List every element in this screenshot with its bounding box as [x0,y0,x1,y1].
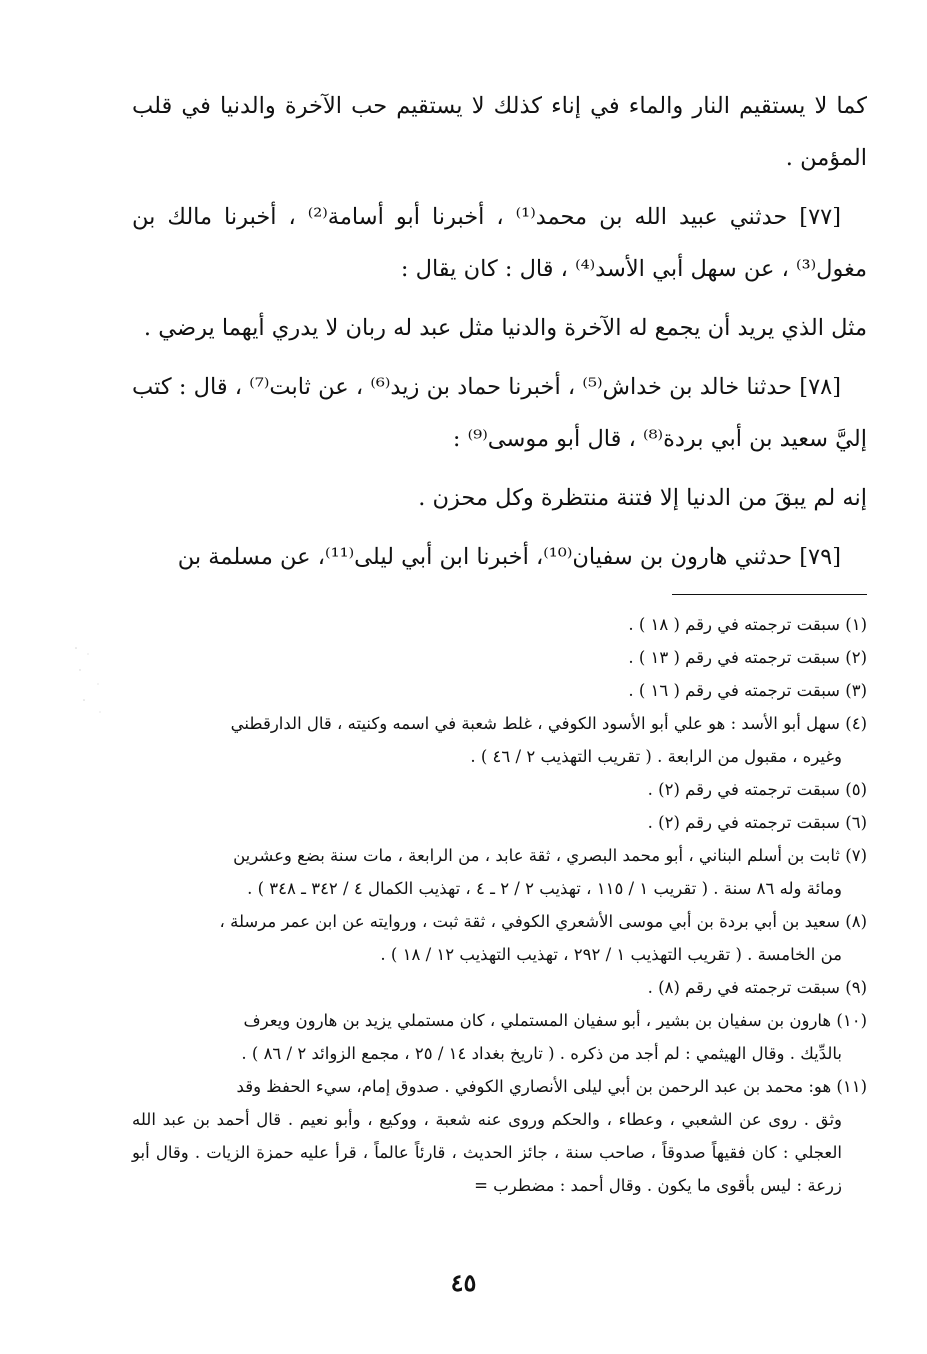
footnote-8: (٨) سعيد بن أبي بردة بن أبي موسى الأشعري الكوفي ، ثقة ثبت ، وروايته عن ابن عمر مرسلة ، [219,912,867,931]
page-number: ٤٥ [450,1268,477,1297]
scan-speckle [70,640,110,720]
hadith-78-text: إنه لم يبقَ من الدنيا إلا فتنة منتظرة وكل محزن . [418,485,867,511]
footnote-10: (١٠) هارون بن سفيان بن بشير ، أبو سفيان المستملي ، كان مستملي يزيد بن هارون ويعرف [243,1011,867,1030]
footnote-6: (٦) سبقت ترجمته في رقم (٢) . [647,813,867,832]
footnote-4-continuation: وغيره ، مقبول من الرابعة . ( تقريب التهذيب ٢ / ٤٦ ) . [470,747,842,766]
footnote-3: (٣) سبقت ترجمته في رقم ( ١٦ ) . [628,681,867,700]
hadith-77-text: مثل الذي يريد أن يجمع له الآخرة والدنيا مثل عبد له ربان لا يدري أيهما يرضي . [143,315,867,341]
footnote-7-continuation: ومائة وله ٨٦ سنة . ( تقريب ١ / ١١٥ ، تهذيب ٢ / ٢ ـ ٤ ، تهذيب الكمال ٤ / ٣٤٢ ـ ٣٤٨ ) . [247,879,842,898]
footnotes [132,608,867,1202]
hadith-79-chain: [٧٩] حدثني هارون بن سفيان⁽¹⁰⁾، أخبرنا ابن أبي ليلى⁽¹¹⁾، عن مسلمة بن [177,544,841,570]
footnote-7: (٧) ثابت بن أسلم البناني ، أبو محمد البصري ، ثقة عابد ، من الرابعة ، مات سنة بضع وعشرين [233,846,867,865]
hadith-78-chain: [٧٨] حدثنا خالد بن خداش⁽⁵⁾ ، أخبرنا حماد بن زيد⁽⁶⁾ ، عن ثابت⁽⁷⁾ ، قال : كتب إليَّ سعيد بن أبي بردة⁽⁸⁾ ، قال أبو موسى⁽⁹⁾ : [132,374,867,452]
footnote-10-continuation: بالدِّيك . وقال الهيثمي : لم أجد من ذكره . ( تاريخ بغداد ١٤ / ٢٥ ، مجمع الزوائد ٢ / ٨٦ ) . [241,1044,842,1063]
footnote-8-continuation: من الخامسة . ( تقريب التهذيب ١ / ٢٩٢ ، تهذيب التهذيب ١٢ / ١٨ ) . [380,945,842,964]
main-paragraph: كما لا يستقيم النار والماء في إناء كذلك لا يستقيم حب الآخرة والدنيا في قلب المؤمن . [132,93,867,171]
footnote-11: (١١) هو: محمد بن عبد الرحمن بن أبي ليلى الأنصاري الكوفي . صدوق إمام، سيء الحفظ وقد [236,1077,867,1096]
footnote-5: (٥) سبقت ترجمته في رقم (٢) . [647,780,867,799]
footnote-divider [672,594,867,595]
footnote-1: (١) سبقت ترجمته في رقم ( ١٨ ) . [628,615,867,634]
footnote-2: (٢) سبقت ترجمته في رقم ( ١٣ ) . [628,648,867,667]
main-text [132,80,867,590]
hadith-77-chain: [٧٧] حدثني عبيد الله بن محمد⁽¹⁾ ، أخبرنا أبو أسامة⁽²⁾ ، أخبرنا مالك بن مغول⁽³⁾ ، عن سهل أبي الأسد⁽⁴⁾ ، قال : كان يقال : [132,204,867,282]
footnote-11-continuation: وثق . روى عن الشعبي ، وعطاء ، والحكم وروى عنه شعبة ، ووكيع ، وأبو نعيم . قال أحمد بن عبد الله العجلي : كان فقيهاً صدوقاً ، صاحب سنة ، جائز الحديث ، قارئاً عالماً ، قرأ عليه حمزة الزيات . وقال أبو زرعة : ليس بأقوى ما يكون . وقال أحمد : مضطرب = [132,1110,842,1195]
footnote-9: (٩) سبقت ترجمته في رقم (٨) . [647,978,867,997]
footnote-4: (٤) سهل أبو الأسد : هو علي أبو الأسود الكوفي ، غلط شعبة في اسمه وكنيته ، قال الدارقطني [230,714,867,733]
